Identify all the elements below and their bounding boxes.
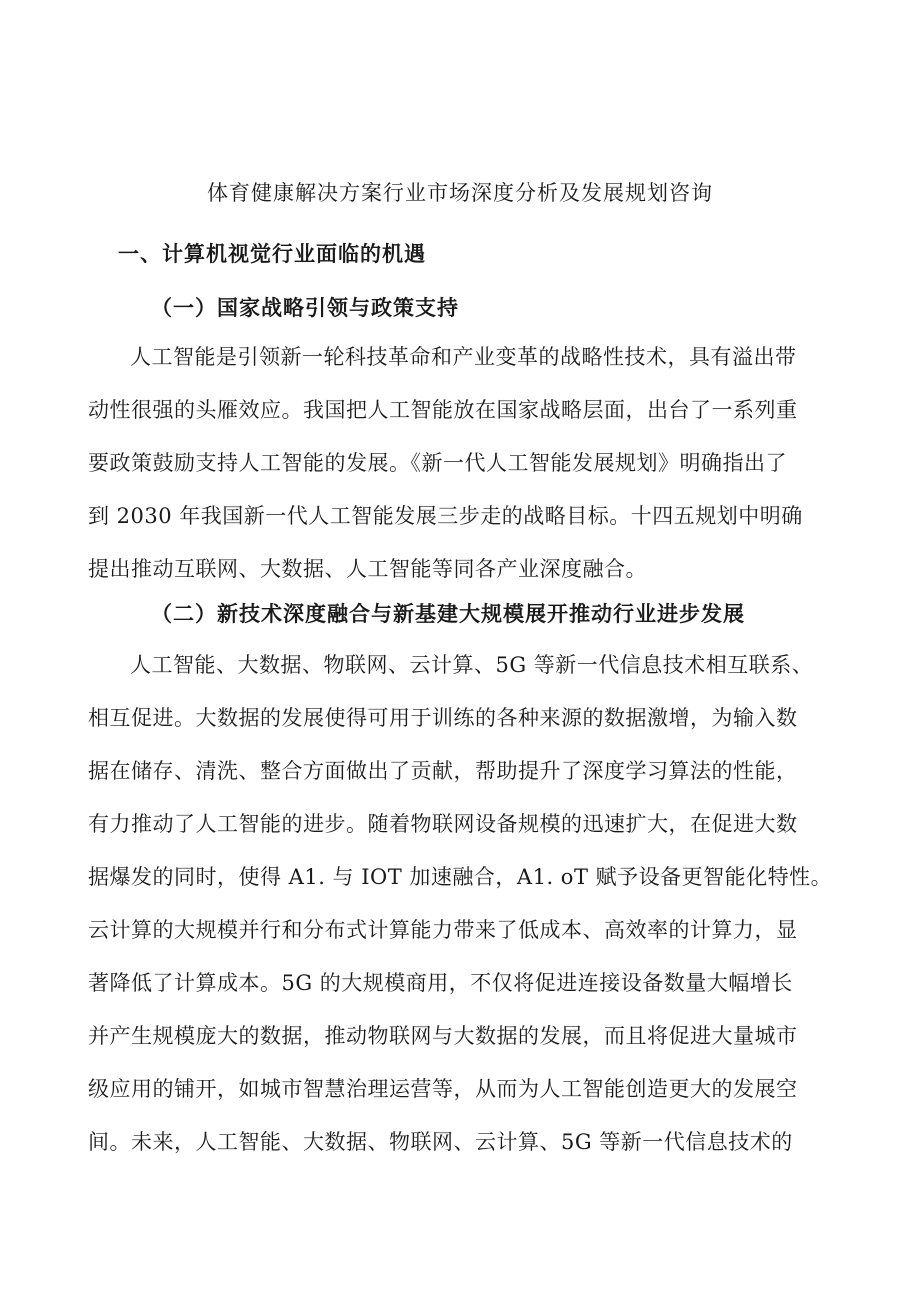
paragraph-line: 动性很强的头雁效应。我国把人工智能放在国家战略层面，出台了一系列重 [88, 398, 798, 422]
paragraph-line: 到 2030 年我国新一代人工智能发展三步走的战略目标。十四五规划中明确 [88, 504, 803, 528]
document-title: 体育健康解决方案行业市场深度分析及发展规划咨询 [207, 181, 713, 205]
paragraph-line: 云计算的大规模并行和分布式计算能力带来了低成本、高效率的计算力，显 [88, 918, 798, 942]
section-heading: 一、计算机视觉行业面临的机遇 [118, 241, 426, 266]
paragraph-line: 间。未来，人工智能、大数据、物联网、云计算、5G 等新一代信息技术的 [88, 1130, 793, 1154]
paragraph-line: 据在储存、清洗、整合方面做出了贡献，帮助提升了深度学习算法的性能， [88, 759, 798, 783]
paragraph-line: 据爆发的同时，使得 A1. 与 IOT 加速融合，A1. oT 赋予设备更智能化特性。 [88, 865, 833, 889]
paragraph-line: 提出推动互联网、大数据、人工智能等同各产业深度融合。 [88, 557, 647, 581]
paragraph-line: 级应用的铺开，如城市智慧治理运营等，从而为人工智能创造更大的发展空 [88, 1077, 798, 1101]
paragraph-line: 人工智能、大数据、物联网、云计算、5G 等新一代信息技术相互联系、 [130, 653, 814, 677]
paragraph-tech-fusion [88, 639, 858, 1169]
paragraph-policy-support [88, 331, 858, 596]
paragraph-line: 有力推动了人工智能的进步。随着物联网设备规模的迅速扩大，在促进大数 [88, 812, 798, 836]
paragraph-line: 相互促进。大数据的发展使得可用于训练的各种来源的数据激增，为输入数 [88, 706, 798, 730]
paragraph-line: 要政策鼓励支持人工智能的发展。《新一代人工智能发展规划》明确指出了 [88, 451, 787, 475]
subsection-heading-1: （一）国家战略引领与政策支持 [151, 295, 459, 320]
subsection-heading-2: （二）新技术深度融合与新基建大规模展开推动行业进步发展 [151, 601, 745, 626]
paragraph-line: 著降低了计算成本。5G 的大规模商用，不仅将促进连接设备数量大幅增长 [88, 971, 793, 995]
paragraph-line: 并产生规模庞大的数据，推动物联网与大数据的发展，而且将促进大量城市 [88, 1024, 798, 1048]
paragraph-line: 人工智能是引领新一轮科技革命和产业变革的战略性技术，具有溢出带 [130, 345, 797, 369]
